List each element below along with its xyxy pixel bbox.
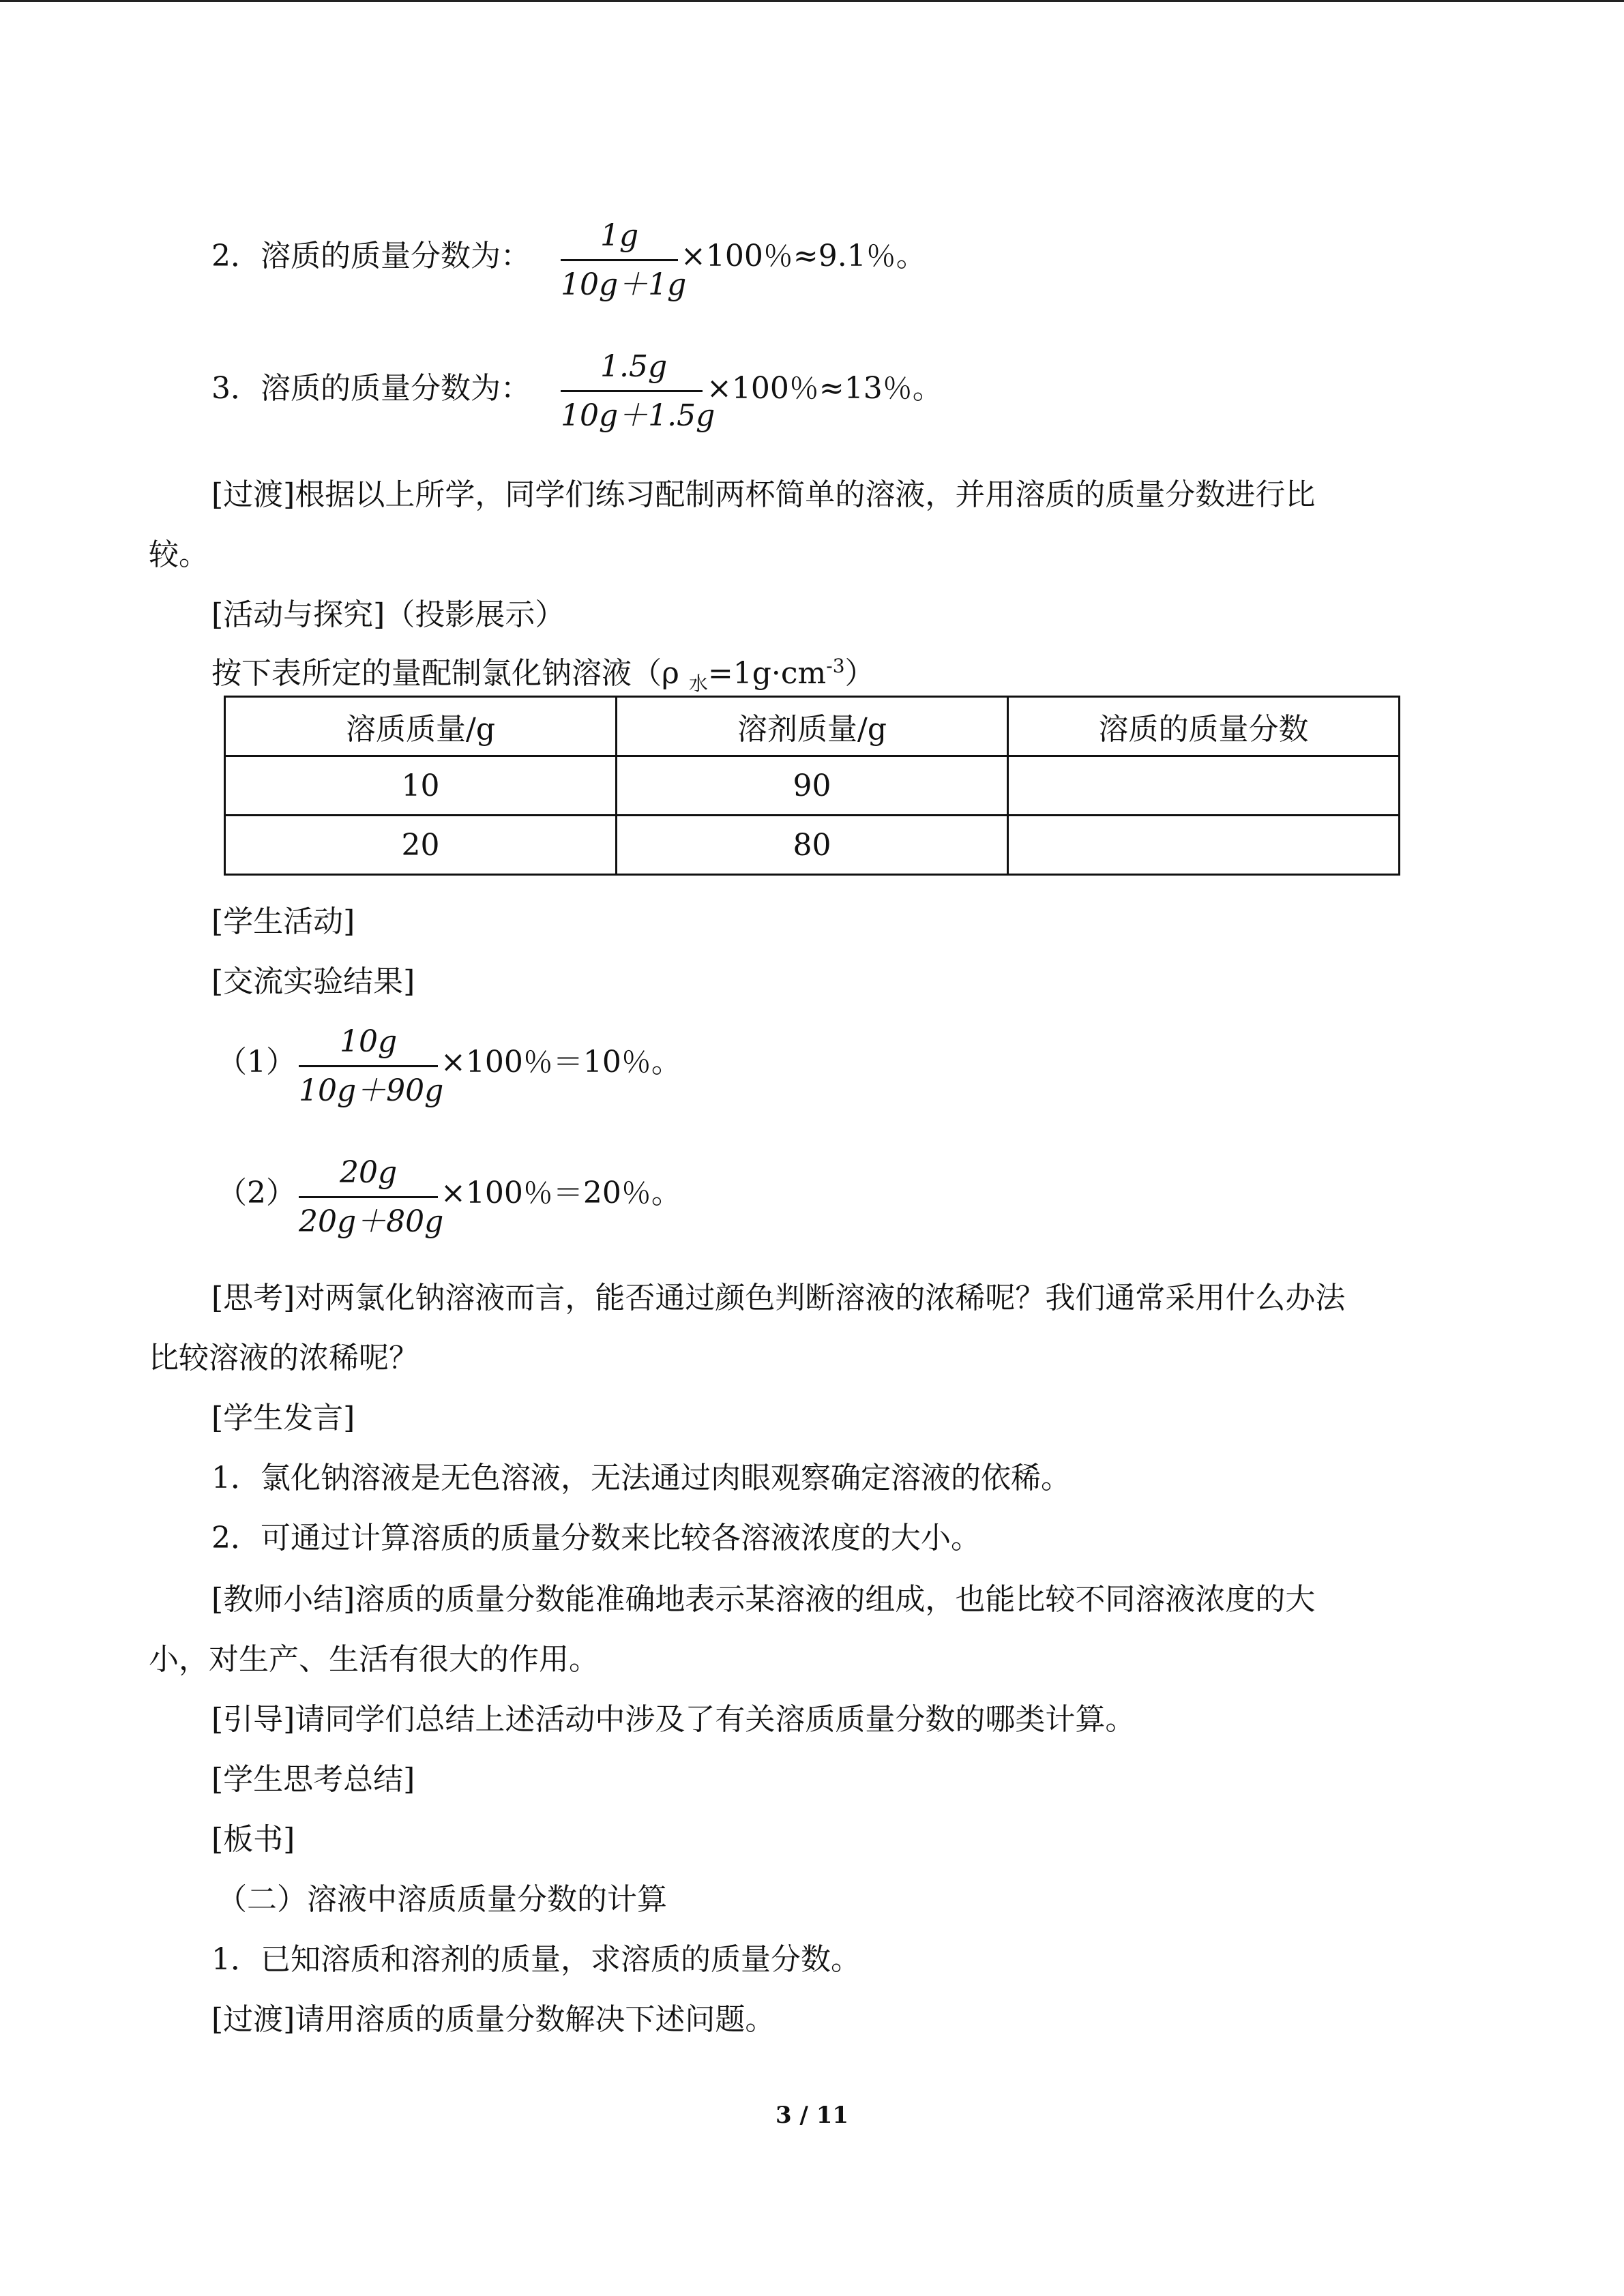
point-1: 1．已知溶质和溶剂的质量，求溶质的质量分数。 bbox=[211, 1942, 861, 1977]
student-speech-heading: [学生发言] bbox=[211, 1401, 355, 1435]
table-cell: 90 bbox=[617, 756, 1008, 816]
result2-fraction-bar bbox=[299, 1196, 438, 1198]
table-caption-superscript: -3 bbox=[826, 655, 845, 677]
table-cell: 10 bbox=[225, 756, 617, 816]
table-row bbox=[225, 816, 1400, 875]
table-cell: 80 bbox=[617, 816, 1008, 875]
table-caption-density: =1g·cm bbox=[707, 656, 827, 691]
table-cell bbox=[1008, 756, 1400, 816]
table-cell: 20 bbox=[225, 816, 617, 875]
table-header-cell: 溶质的质量分数 bbox=[1008, 697, 1400, 756]
think-line-1: [思考]对两氯化钠溶液而言，能否通过颜色判断溶液的浓稀呢？我们通常采用什么办法 bbox=[211, 1281, 1346, 1315]
result1-numerator: 10g bbox=[340, 1024, 398, 1059]
transition-2: [过渡]请用溶质的质量分数解决下述问题。 bbox=[211, 2002, 776, 2037]
result2-result: ×100％＝20％。 bbox=[441, 1176, 681, 1210]
formula3-fraction-bar bbox=[561, 390, 703, 392]
speech-point-2: 2．可通过计算溶质的质量分数来比较各溶液浓度的大小。 bbox=[211, 1521, 981, 1555]
table-header-row bbox=[225, 697, 1400, 756]
formula2-numerator: 1g bbox=[600, 218, 639, 253]
table-caption-subscript: 水 bbox=[688, 672, 708, 695]
formula2-label: 2．溶质的质量分数为： bbox=[211, 239, 531, 273]
board-heading: [板书] bbox=[211, 1822, 295, 1857]
table-header-cell: 溶质质量/g bbox=[225, 697, 617, 756]
transition-line-2: 较。 bbox=[149, 537, 209, 572]
transition-line-1: [过渡]根据以上所学，同学们练习配制两杯简单的溶液，并用溶质的质量分数进行比 bbox=[211, 477, 1316, 512]
formula3-numerator: 1.5g bbox=[600, 349, 668, 384]
result1-label: （1） bbox=[217, 1045, 296, 1079]
result2-label: （2） bbox=[217, 1176, 296, 1210]
result2-numerator: 20g bbox=[340, 1155, 398, 1190]
formula3-result: ×100％≈13％。 bbox=[707, 371, 943, 406]
formula2-denominator: 10g＋1g bbox=[561, 267, 687, 302]
guide-text: [引导]请同学们总结上述活动中涉及了有关溶质质量分数的哪类计算。 bbox=[211, 1702, 1136, 1737]
table-caption bbox=[211, 653, 875, 698]
speech-point-1: 1．氯化钠溶液是无色溶液，无法通过肉眼观察确定溶液的依稀。 bbox=[211, 1461, 1071, 1495]
activity-heading: [活动与探究]（投影展示） bbox=[211, 597, 565, 632]
teacher-summary-line-2: 小，对生产、生活有很大的作用。 bbox=[149, 1642, 599, 1677]
top-border-rule bbox=[0, 0, 1624, 2]
student-summary-heading: [学生思考总结] bbox=[211, 1762, 415, 1797]
page-number: 3 / 11 bbox=[775, 2102, 849, 2129]
result1-denominator: 10g＋90g bbox=[299, 1073, 444, 1108]
student-activity-heading: [学生活动] bbox=[211, 904, 355, 939]
formula3-denominator: 10g＋1.5g bbox=[561, 398, 715, 433]
formula3-label: 3．溶质的质量分数为： bbox=[211, 371, 531, 406]
table-row bbox=[225, 756, 1400, 816]
table-cell bbox=[1008, 816, 1400, 875]
table-caption-close: ） bbox=[844, 656, 875, 691]
result1-result: ×100％＝10％。 bbox=[441, 1045, 681, 1079]
teacher-summary-line-1: [教师小结]溶质的质量分数能准确地表示某溶液的组成，也能比较不同溶液浓度的大 bbox=[211, 1582, 1316, 1617]
section-title: （二）溶液中溶质质量分数的计算 bbox=[217, 1882, 667, 1917]
table-caption-text: 按下表所定的量配制氯化钠溶液（ρ bbox=[211, 656, 689, 691]
result1-fraction-bar bbox=[299, 1065, 438, 1067]
result2-denominator: 20g＋80g bbox=[299, 1204, 444, 1239]
solution-table bbox=[224, 696, 1400, 876]
think-line-2: 比较溶液的浓稀呢？ bbox=[149, 1341, 419, 1375]
formula2-fraction-bar bbox=[561, 259, 678, 261]
exchange-results-heading: [交流实验结果] bbox=[211, 964, 415, 999]
formula2-result: ×100％≈9.1％。 bbox=[681, 239, 926, 273]
table-header-cell: 溶剂质量/g bbox=[617, 697, 1008, 756]
